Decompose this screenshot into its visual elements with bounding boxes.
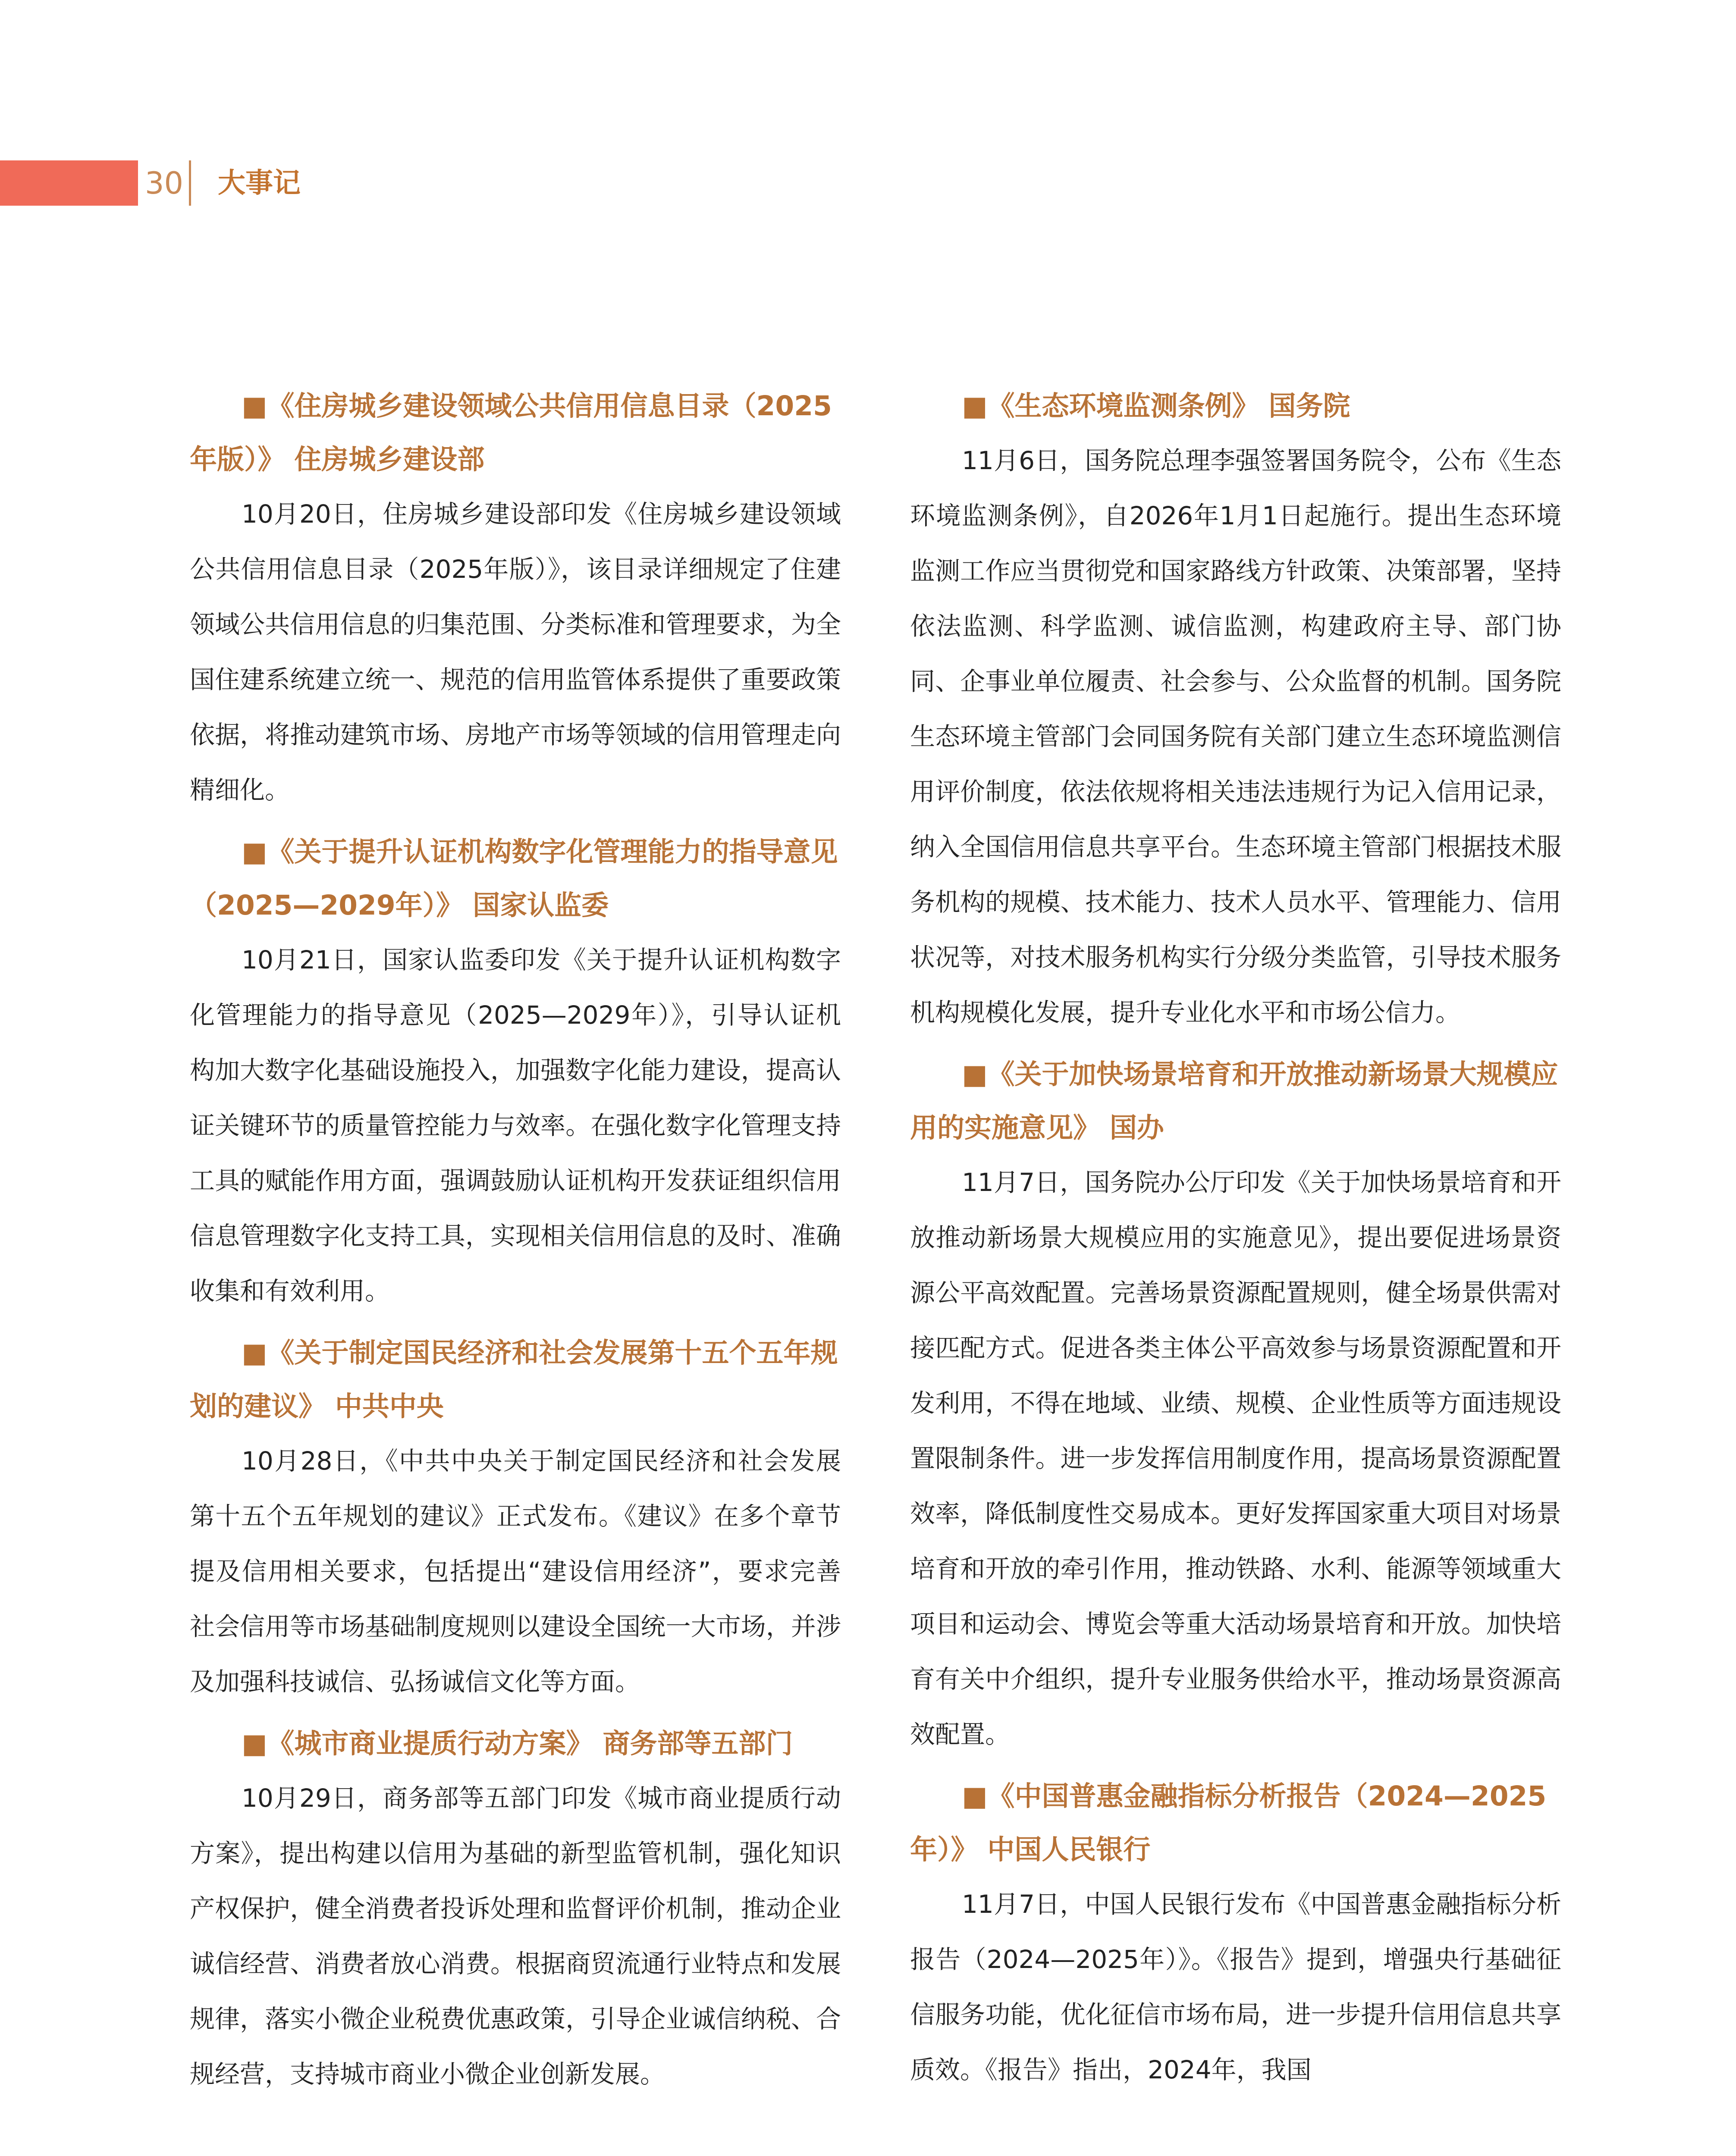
entry-body: 10月21日，国家认监委印发《关于提升认证机构数字化管理能力的指导意见（2025—2029年）》，引导认证机构加大数字化基础设施投入，加强数字化能力建设，提高认证关键环节的质量管控能力与效率。在强化数字化管理支持工具的赋能作用方面，强调鼓励认证机构开发获证组织信用信息管理数字化支持工具，实现相关信用信息的及时、准确收集和有效利用。 xyxy=(190,945,841,1306)
entry-body: 10月28日，《中共中央关于制定国民经济和社会发展第十五个五年规划的建议》正式发布。《建议》在多个章节提及信用相关要求，包括提出“建设信用经济”，要求完善社会信用等市场基础制度规则以建设全国统一大市场，并涉及加强科技诚信、弘扬诚信文化等方面。 xyxy=(190,1446,841,1696)
square-bullet-icon: ■ xyxy=(242,390,267,422)
square-bullet-icon: ■ xyxy=(962,1780,988,1812)
entry-heading xyxy=(190,1717,841,1771)
entry-body: 11月7日，国务院办公厅印发《关于加快场景培育和开放推动新场景大规模应用的实施意见》，提出要促进场景资源公平高效配置。完善场景资源配置规则，健全场景供需对接匹配方式。促进各类主体公平高效参与场景资源配置和开发利用，不得在地域、业绩、规模、企业性质等方面违规设置限制条件。进一步发挥信用制度作用，提高场景资源配置效率，降低制度性交易成本。更好发挥国家重大项目对场景培育和开放的牵引作用，推动铁路、水利、能源等领域重大项目和运动会、博览会等重大活动场景培育和开放。加快培育有关中介组织，提升专业服务供给水平，推动场景资源高效配置。 xyxy=(910,1168,1561,1749)
header-divider xyxy=(189,160,191,206)
square-bullet-icon: ■ xyxy=(242,836,267,868)
entry-heading xyxy=(910,379,1561,433)
header-accent-bar xyxy=(0,160,138,206)
square-bullet-icon: ■ xyxy=(962,390,988,422)
page-number: 30 xyxy=(145,166,184,201)
square-bullet-icon: ■ xyxy=(242,1337,267,1369)
entry-heading xyxy=(190,379,841,486)
entry-heading xyxy=(910,1048,1561,1155)
right-column xyxy=(910,379,1561,2105)
entry-heading xyxy=(190,825,841,932)
entry-body: 11月7日，中国人民银行发布《中国普惠金融指标分析报告（2024—2025年）》。《报告》提到，增强央行基础征信服务功能，优化征信市场布局，进一步提升信用信息共享质效。《报告》指出，2024年，我国 xyxy=(910,1890,1561,2084)
entry-title: 《关于加快场景培育和开放推动新场景大规模应用的实施意见》 国办 xyxy=(910,1059,1558,1144)
entry-title: 《城市商业提质行动方案》 商务部等五部门 xyxy=(267,1728,793,1759)
entry-title: 《关于制定国民经济和社会发展第十五个五年规划的建议》 中共中央 xyxy=(190,1337,838,1422)
square-bullet-icon: ■ xyxy=(962,1059,988,1090)
entry-heading xyxy=(910,1770,1561,1877)
section-title: 大事记 xyxy=(218,167,301,199)
entry-title: 《生态环境监测条例》 国务院 xyxy=(987,390,1350,422)
entry-title: 《中国普惠金融指标分析报告（2024—2025年）》 中国人民银行 xyxy=(910,1780,1547,1865)
entry-body: 10月20日，住房城乡建设部印发《住房城乡建设领域公共信用信息目录（2025年版）》，该目录详细规定了住建领域公共信用信息的归集范围、分类标准和管理要求，为全国住建系统建立统一、规范的信用监管体系提供了重要政策依据，将推动建筑市场、房地产市场等领域的信用管理走向精细化。 xyxy=(190,499,841,805)
entry-body: 11月6日，国务院总理李强签署国务院令，公布《生态环境监测条例》，自2026年1月1日起施行。提出生态环境监测工作应当贯彻党和国家路线方针政策、决策部署，坚持依法监测、科学监测、诚信监测，构建政府主导、部门协同、企事业单位履责、社会参与、公众监督的机制。国务院生态环境主管部门会同国务院有关部门建立生态环境监测信用评价制度，依法依规将相关违法违规行为记入信用记录，纳入全国信用信息共享平台。生态环境主管部门根据技术服务机构的规模、技术能力、技术人员水平、管理能力、信用状况等，对技术服务机构实行分级分类监管，引导技术服务机构规模化发展，提升专业化水平和市场公信力。 xyxy=(910,446,1561,1027)
entry-title: 《关于提升认证机构数字化管理能力的指导意见（2025—2029年）》 国家认监委 xyxy=(190,836,838,921)
entry-title: 《住房城乡建设领域公共信用信息目录（2025年版）》 住房城乡建设部 xyxy=(190,390,832,475)
square-bullet-icon: ■ xyxy=(242,1728,267,1759)
entry-heading xyxy=(190,1326,841,1433)
left-column xyxy=(190,379,841,2109)
entry-body: 10月29日，商务部等五部门印发《城市商业提质行动方案》，提出构建以信用为基础的新型监管机制，强化知识产权保护，健全消费者投诉处理和监督评价机制，推动企业诚信经营、消费者放心消费。根据商贸流通行业特点和发展规律，落实小微企业税费优惠政策，引导企业诚信纳税、合规经营，支持城市商业小微企业创新发展。 xyxy=(190,1783,841,2089)
